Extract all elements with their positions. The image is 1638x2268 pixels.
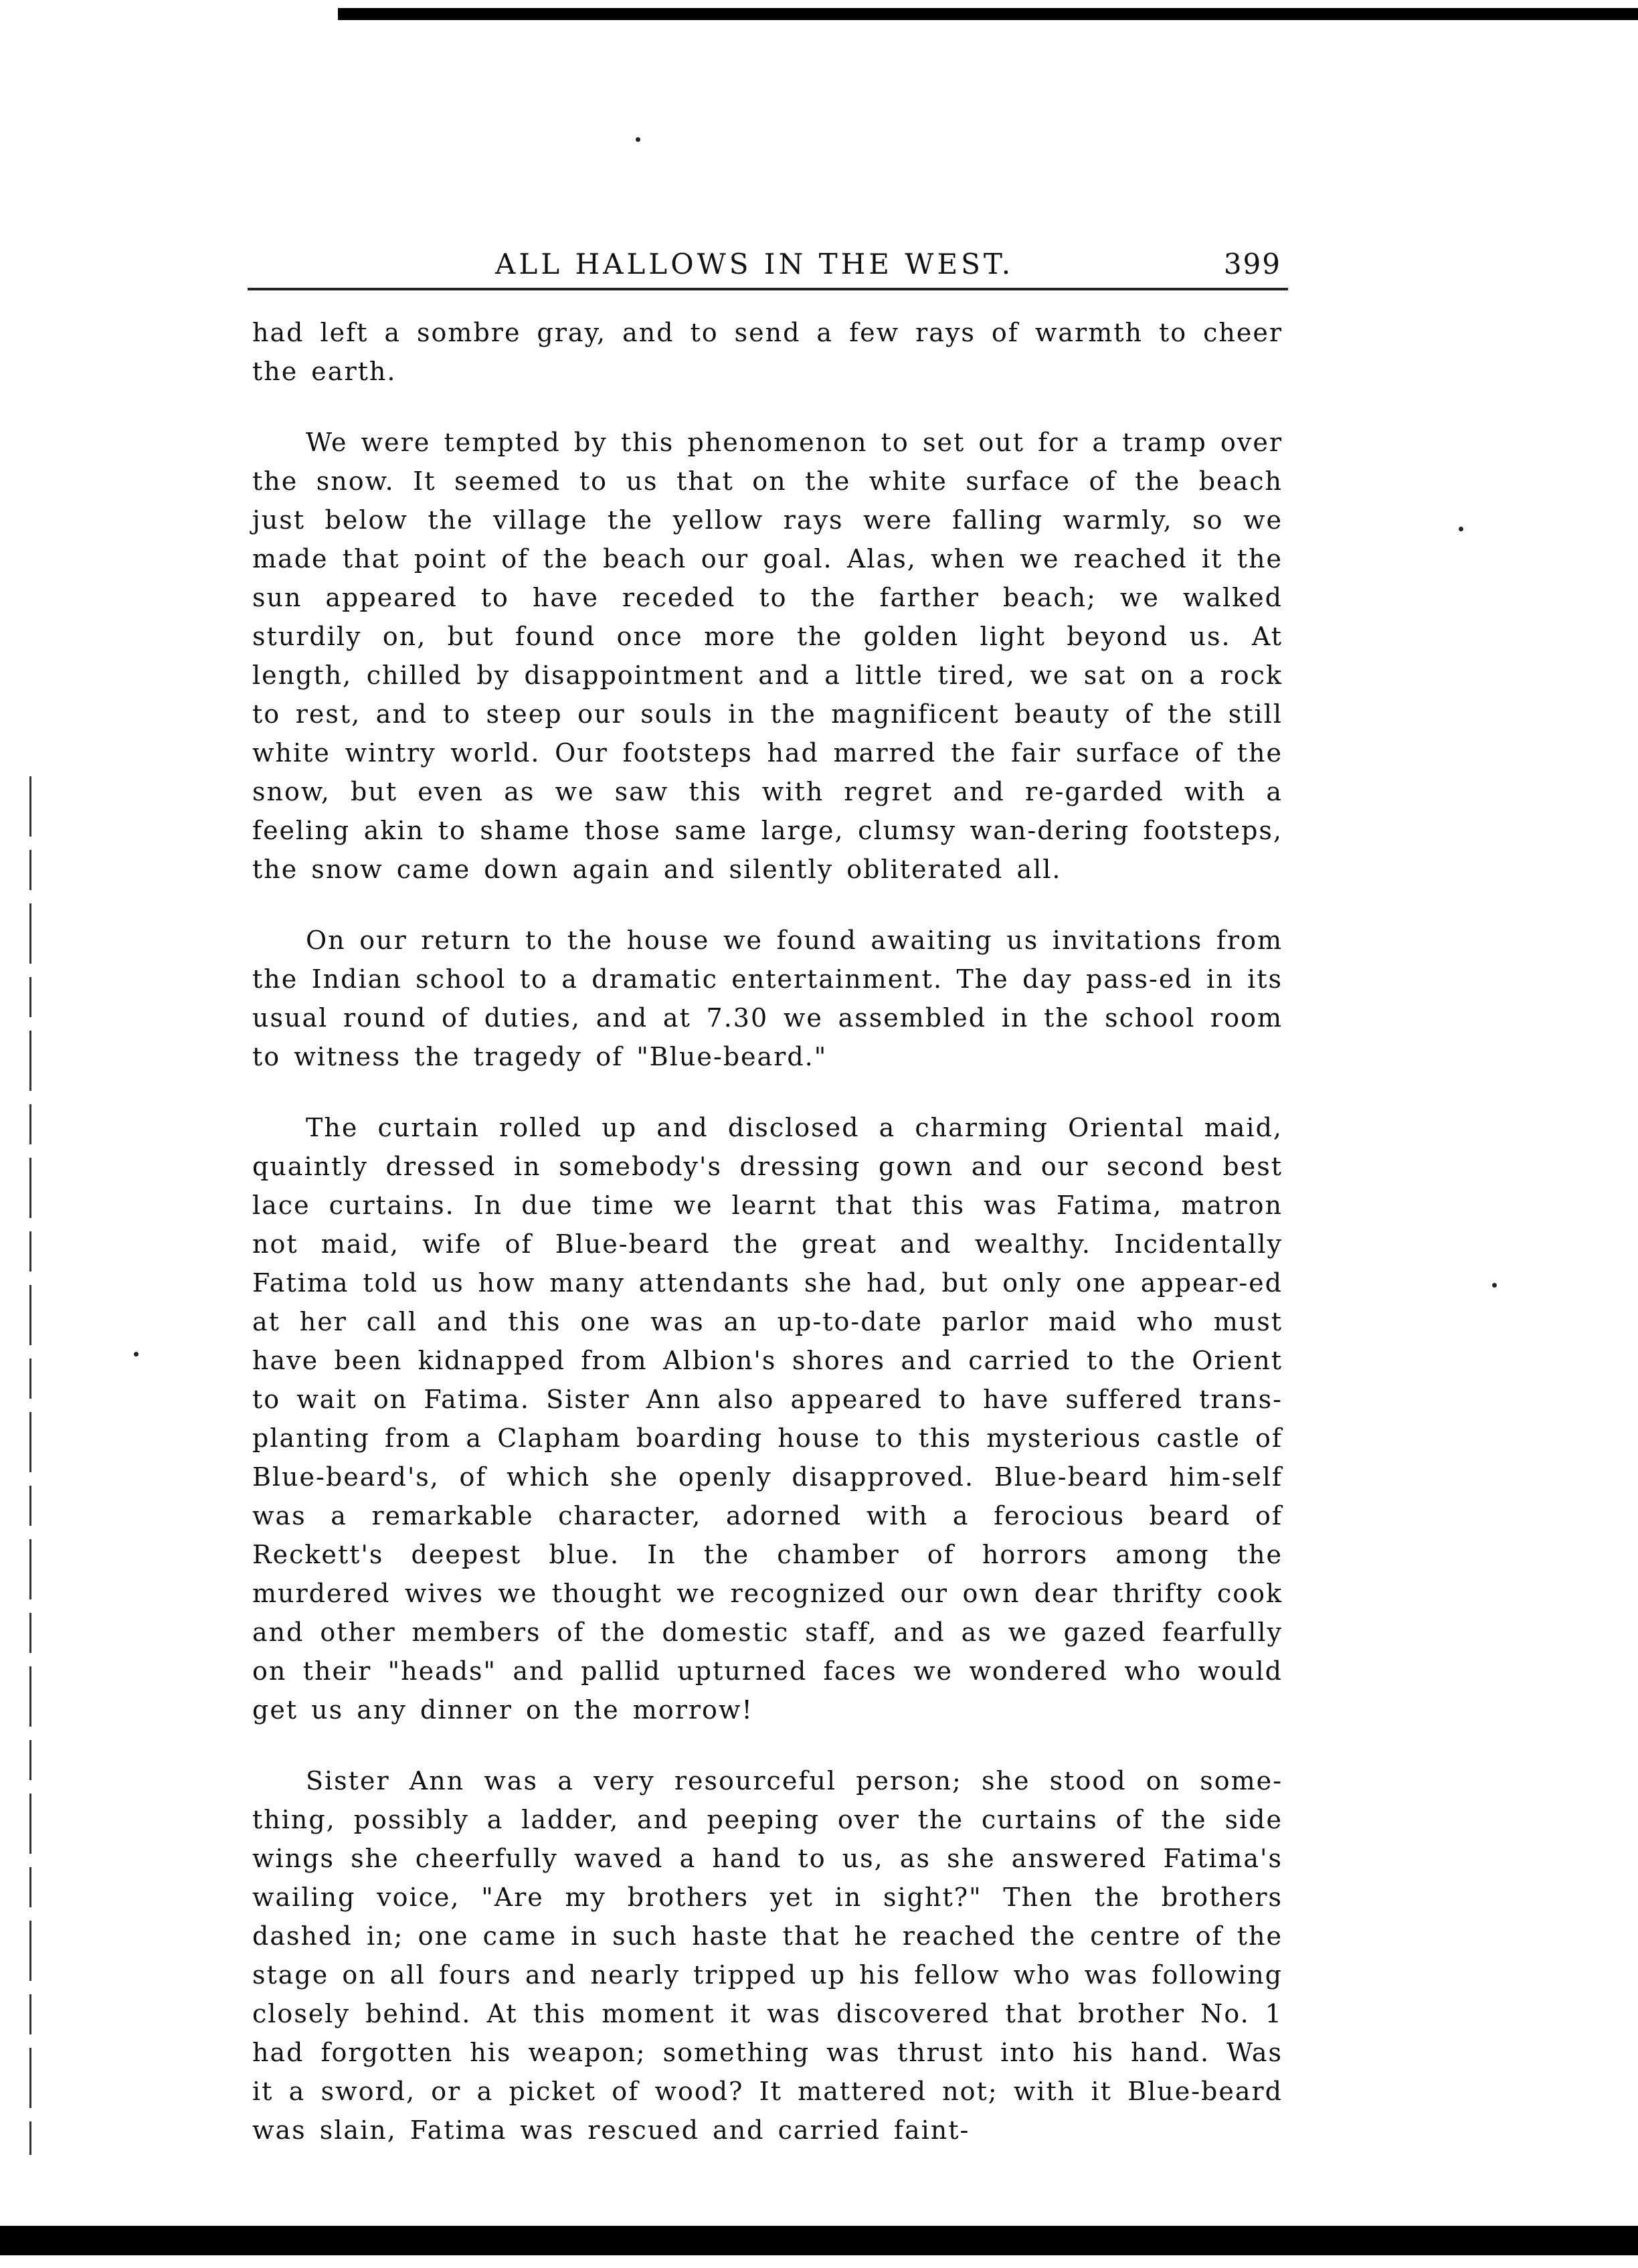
page-number: 399 [1223,248,1281,280]
bottom-scan-border [0,2226,1638,2255]
paragraph-4: The curtain rolled up and disclosed a charming Oriental maid, quaintly dressed in somebody's dressing gown and our second best lace curtains. In due time we learnt that this was Fatima, matron not maid, wife of Blue-beard the great and wealthy. Incidentally Fatima told us how many attendants she had, but only one appear-ed at her call and this one was an up-to-date parlor maid who must have been kidnapped from Albion's shores and carried to the Orient to wait on Fatima. Sister Ann also appeared to have suffered trans-planting from a Clapham boarding house to this mysterious castle of Blue-beard's, of which she openly disapproved. Blue-beard him-self was a remarkable character, adorned with a ferocious beard of Reckett's deepest blue. In the chamber of horrors among the murdered wives we thought we recognized our own dear thrifty cook and other members of the domestic staff, and as we gazed fearfully on their "heads" and pallid upturned faces we wondered who would get us any dinner on the morrow! [252,1113,1283,1725]
paragraph-5: Sister Ann was a very resourceful person; she stood on some-thing, possibly a ladder, and peeping over the curtains of the side wings she cheerfully waved a hand to us, as she answered Fatima's wailing voice, "Are my brothers yet in sight?" Then the brothers dashed in; one came in such haste that he reached the centre of the stage on all fours and nearly tripped up his fellow who was following closely behind. At this moment it was discovered that brother No. 1 had forgotten his weapon; something was thrust into his hand. Was it a sword, or a picket of wood? It mattered not; with it Blue-beard was slain, Fatima was rescued and carried faint- [252,1766,1283,2145]
paragraph-1: had left a sombre gray, and to send a few rays of warmth to cheer the earth. [252,318,1283,386]
page-header [248,241,1288,290]
top-scan-border [338,8,1638,20]
running-title: ALL HALLOWS IN THE WEST. [495,248,1014,280]
scan-speck [134,1352,139,1357]
scan-speck [636,137,640,142]
left-margin-scan-artifact [29,776,31,2155]
scan-speck [1492,1283,1497,1288]
body-text [252,313,1283,2182]
paragraph-2: We were tempted by this phenomenon to set out for a tramp over the snow. It seemed to us that on the white surface of the beach just below the village the yellow rays were falling warmly, so we made that point of the beach our goal. Alas, when we reached it the sun appeared to have receded to the farther beach; we walked sturdily on, but found once more the golden light beyond us. At length, chilled by disappointment and a little tired, we sat on a rock to rest, and to steep our souls in the magnificent beauty of the still white wintry world. Our footsteps had marred the fair surface of the snow, but even as we saw this with regret and re-garded with a feeling akin to shame those same large, clumsy wan-dering footsteps, the snow came down again and silently obliterated all. [252,428,1283,884]
paragraph-3: On our return to the house we found awaiting us invitations from the Indian school to a dramatic entertainment. The day pass-ed in its usual round of duties, and at 7.30 we assembled in the school room to witness the tragedy of "Blue-beard." [252,926,1283,1071]
scan-speck [1459,527,1463,531]
